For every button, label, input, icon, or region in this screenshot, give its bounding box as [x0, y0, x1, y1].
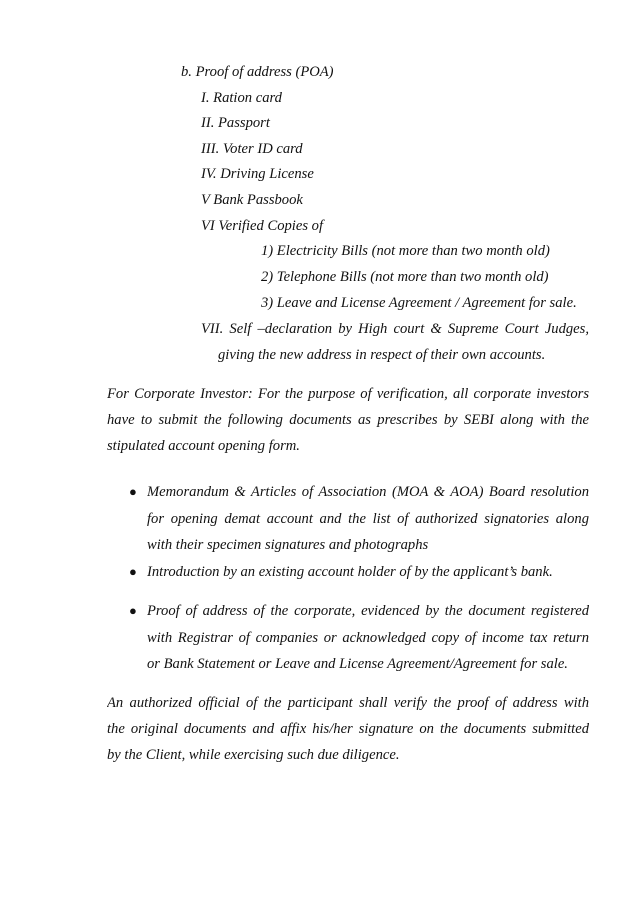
bullet-text-line: Proof of address of the corporate, evidenced by the document registered [147, 603, 589, 619]
poa-heading: b. Proof of address (POA) [181, 64, 334, 80]
bullet-icon: ● [129, 484, 137, 499]
corporate-intro-line: stipulated account opening form. [107, 438, 300, 454]
corporate-intro-line: have to submit the following documents as prescribes by SEBI along with the [107, 412, 589, 428]
poa-item: VI Verified Copies of [201, 218, 324, 234]
verified-copy-item: 2) Telephone Bills (not more than two month old) [261, 269, 549, 285]
bullet-text-line: with their specimen signatures and photographs [147, 537, 429, 553]
poa-item: III. Voter ID card [201, 141, 303, 157]
bullet-icon: ● [129, 564, 137, 579]
closing-line: An authorized official of the participant shall verify the proof of address with [107, 695, 589, 711]
poa-item: V Bank Passbook [201, 192, 303, 208]
bullet-text-line: Memorandum & Articles of Association (MOA & AOA) Board resolution [147, 484, 589, 500]
bullet-text-line: for opening demat account and the list of authorized signatories along [147, 511, 589, 527]
self-declaration-line: VII. Self –declaration by High court & Supreme Court Judges, [201, 321, 589, 337]
bullet-text-line: or Bank Statement or Leave and License Agreement/Agreement for sale. [147, 656, 568, 672]
poa-item: IV. Driving License [201, 166, 314, 182]
corporate-intro-line: For Corporate Investor: For the purpose of verification, all corporate investors [107, 386, 589, 402]
closing-line: by the Client, while exercising such due diligence. [107, 747, 400, 763]
closing-line: the original documents and affix his/her signature on the documents submitted [107, 721, 589, 737]
bullet-text-line: with Registrar of companies or acknowledged copy of income tax return [147, 630, 589, 646]
poa-item: II. Passport [201, 115, 270, 131]
verified-copy-item: 3) Leave and License Agreement / Agreement for sale. [261, 295, 577, 311]
verified-copy-item: 1) Electricity Bills (not more than two month old) [261, 243, 550, 259]
bullet-text-line: Introduction by an existing account holder of by the applicant’s bank. [147, 564, 553, 580]
self-declaration-line: giving the new address in respect of their own accounts. [218, 347, 546, 363]
poa-item: I. Ration card [201, 90, 282, 106]
bullet-icon: ● [129, 603, 137, 618]
